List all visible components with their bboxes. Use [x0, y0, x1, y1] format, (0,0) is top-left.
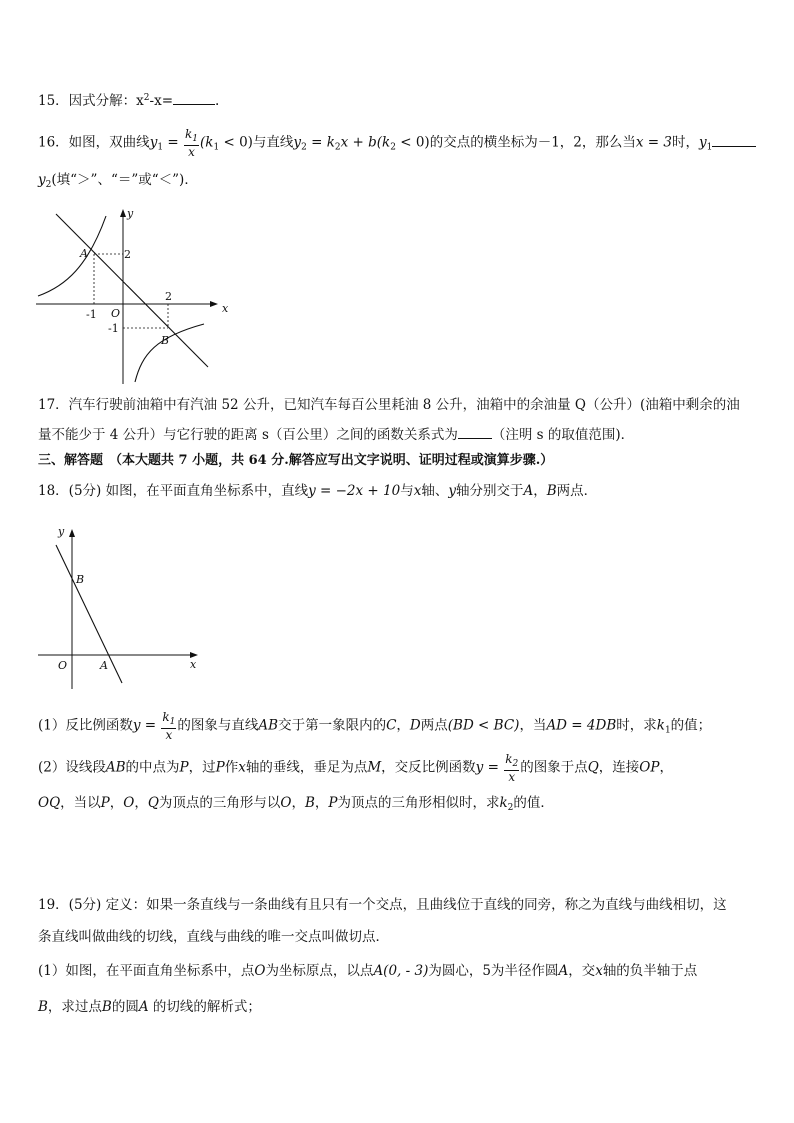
q16-line-y2: [56, 214, 208, 367]
q18-graph: [38, 517, 208, 692]
q18-mid2: 轴、: [421, 483, 449, 499]
q16-cond2-sub: 2: [390, 142, 396, 153]
q15-text-b: -x=: [149, 93, 174, 109]
q18-label-x: x: [190, 658, 197, 671]
q19-p2-a: ，求过点: [47, 999, 102, 1015]
q18-label-a: A: [100, 659, 108, 672]
q16-cond2-a: (k: [376, 134, 391, 151]
q19-part1: [38, 962, 697, 980]
q18-a: A: [523, 483, 534, 499]
q16-tail: 的交点的横坐标为－1，2，那么当: [429, 134, 636, 151]
q16-xeq: x = 3: [635, 134, 672, 151]
q17-text1: 17．汽车行驶前油箱中有汽油 52 公升，已知汽车每百公里耗油 8 公升，油箱中的余油量 Q（公升）(油箱中剩余的油: [38, 397, 740, 413]
q18-p1-dpt: D: [409, 717, 421, 734]
q19-p1-e: 轴的负半轴于点: [602, 963, 698, 979]
q16-mid: 与直线: [252, 134, 294, 151]
q16-tail2: 时，: [672, 134, 699, 151]
q18-p2-q: Q: [587, 759, 599, 776]
q19-p1-a2: A: [558, 963, 569, 979]
q17-line1: [38, 396, 740, 414]
q18-line1: [38, 482, 597, 500]
q18-p1-k1: k: [656, 717, 665, 734]
q16-tick-m1-y: -1: [108, 322, 119, 335]
q19-p2-text-b: 的圆: [111, 999, 139, 1015]
q19-text2: 条直线叫做曲线的切线，直线与曲线的唯一交点叫做切点．: [38, 929, 389, 945]
q16-blank[interactable]: [712, 146, 756, 147]
q18-p2-e: 轴的垂线，垂足为点: [245, 759, 368, 776]
q15-line: [38, 89, 219, 110]
q16-fraction: [184, 128, 199, 158]
q18-p3-q: Q: [147, 795, 159, 811]
q18-p3-oq: OQ: [38, 795, 61, 811]
q18-p2-p2: P: [215, 759, 225, 776]
q18-p3-d: 为顶点的三角形与以: [158, 795, 281, 811]
q18-lead: 18．(5分) 如图，在平面直角坐标系中，直线: [38, 483, 309, 499]
section3-note: （本大题共 7 小题，共 64 分.解答应写出文字说明、证明过程或演算步骤.）: [109, 453, 554, 468]
q18-p2-p: P: [179, 759, 189, 776]
q16-expr-b: x + b: [340, 134, 377, 151]
q16-eq: =: [163, 134, 183, 151]
q16-line2-y: y: [38, 172, 46, 188]
q19-p1-o: O: [254, 963, 266, 979]
q15-text: 15．因式分解：x: [38, 93, 144, 109]
q16-expr-sub: 2: [334, 142, 341, 153]
q19-p1-b: 为坐标原点，以点: [265, 963, 374, 979]
q16-y1: y: [149, 134, 158, 151]
q18-p2-ksub: 2: [512, 759, 519, 769]
q18-p1-eq: AD = 4DB: [546, 717, 617, 734]
q18-p1-cpt: C: [386, 717, 397, 734]
q18-p1-fraction: [161, 711, 176, 741]
q18-p2-x: x: [238, 759, 246, 776]
q18-p3-p: P: [100, 795, 110, 811]
q16-den-x: x: [188, 145, 195, 159]
q19-p2-apt: A: [138, 999, 149, 1015]
q18-p3-p2: P: [328, 795, 338, 811]
q18-p3-ksub: 2: [507, 803, 514, 813]
q18-p2-d: 作: [224, 759, 239, 776]
q18-p1-x: x: [165, 728, 173, 742]
q18-p3-a: ，当以: [60, 795, 101, 811]
q19-p2-c: 的切线的解析式；: [148, 999, 261, 1015]
q18-p2-g: 的图象于点: [520, 759, 588, 776]
q18-p2-b: 的中点为: [125, 759, 180, 776]
q18-p2-a: (2）设线段: [38, 759, 106, 776]
q16-cond2-b: < 0): [395, 134, 430, 151]
q19-p1-d: ，交: [568, 963, 596, 979]
q18-p2-op: OP: [639, 759, 660, 776]
section3-title: 三、解答题: [38, 453, 104, 468]
q16-line2: [38, 171, 198, 194]
q18-p2-y: y =: [475, 759, 504, 776]
q19-p1-a: (1）如图，在平面直角坐标系中，点: [38, 963, 255, 979]
q18-p1-h: 的值；: [670, 717, 712, 734]
q18-p1-e: 两点: [420, 717, 448, 734]
q18-label-o: O: [58, 659, 68, 672]
q17-blank[interactable]: [458, 438, 492, 439]
q18-p3-e: ，: [291, 795, 305, 811]
q18-label-b: B: [76, 573, 85, 586]
q18-comma: ，: [533, 483, 547, 499]
q17-line2: [38, 426, 634, 444]
q19-line2: [38, 928, 389, 946]
q16-graph: [36, 204, 236, 384]
q17-text2a: 量不能少于 4 公升）与它行驶的距离 s（百公里）之间的函数关系式为: [38, 427, 458, 443]
section3-heading: [38, 452, 553, 470]
q16-x-arrow: [210, 301, 218, 307]
q19-p2-b2: B: [101, 999, 112, 1015]
q19-p1-apt: A(0, - 3): [373, 963, 429, 979]
q18-p1-b: 的图象与直线: [177, 717, 259, 734]
q18-x: x: [413, 483, 422, 499]
q15-end: .: [215, 93, 220, 109]
q19-part1-cont: [38, 998, 261, 1016]
q16-k1-sub: 1: [192, 134, 198, 144]
q18-y-arrow: [69, 529, 75, 537]
q18-p2-ab: AB: [105, 759, 126, 776]
q16-cond1-sub: 1: [213, 142, 220, 153]
q18-p1-a: (1）反比例函数: [38, 717, 133, 734]
q18-tail: 轴分别交于: [455, 483, 524, 499]
q18-p3-o2: O: [280, 795, 292, 811]
q16-label-x: x: [222, 302, 229, 315]
q18-p1-k1sub: 1: [664, 725, 671, 736]
q18-p1-ksub: 1: [169, 717, 176, 727]
q16-y2-sub: 2: [301, 142, 307, 153]
q18-p1-c: 交于第一象限内的: [278, 717, 387, 734]
q16-y1b: y: [699, 134, 707, 151]
q18-p2-i: ，: [659, 759, 673, 776]
q18-p1-f: ，当: [519, 717, 547, 734]
q16-line2-text: (填“＞”、“＝”或“＜”)．: [51, 172, 198, 188]
q18-p3-h: 的值．: [513, 795, 554, 811]
q18-p3-c: ，: [134, 795, 148, 811]
q16-tick-2-x: 2: [165, 290, 172, 303]
q16-line1: [38, 128, 756, 158]
q16-y2: y: [293, 134, 302, 151]
q18-p3-bpt: B: [304, 795, 315, 811]
q16-line2-sub: 2: [45, 180, 52, 190]
q18-p1-cond: (BD < BC): [447, 717, 520, 734]
q18-p2-f: ，交反比例函数: [381, 759, 476, 776]
q18-eq: y = −2x + 10: [308, 483, 401, 499]
q18-p3-b: ，: [109, 795, 124, 811]
q16-tick-2-y: 2: [124, 248, 131, 261]
q18-p3-k: k: [499, 795, 508, 811]
q18-p2-xd: x: [508, 770, 516, 784]
q15-blank[interactable]: [173, 104, 215, 105]
q19-line1: [38, 896, 727, 914]
q18-p1-k: k: [162, 710, 170, 724]
q16-y1b-sub: 1: [706, 142, 713, 153]
q18-label-y: y: [58, 525, 65, 538]
q16-label-b: B: [161, 334, 170, 347]
q18-part2-cont: [38, 794, 554, 817]
q18-p1-g: 时，求: [616, 717, 657, 734]
q16-lead: 16．如图，双曲线: [38, 134, 150, 151]
q18-p1-d: ，: [396, 717, 410, 734]
q16-k1: k: [184, 127, 193, 141]
q17-text2b: （注明 s 的取值范围)．: [491, 427, 635, 443]
q18-end: 两点．: [556, 483, 598, 499]
q16-cond1-a: (k: [199, 134, 214, 151]
q16-label-y: y: [127, 207, 134, 220]
q16-hyperbola-left: [38, 216, 106, 296]
q16-label-a: A: [80, 247, 88, 260]
q18-p3-o: O: [123, 795, 135, 811]
q18-p3-g: 为顶点的三角形相似时，求: [337, 795, 500, 811]
q18-b: B: [546, 483, 557, 499]
q18-p2-c: ，过: [188, 759, 216, 776]
q16-y1-sub: 1: [157, 142, 164, 153]
q18-p2-m: M: [367, 759, 382, 776]
q18-mid: 与: [400, 483, 414, 499]
q19-p2-b: B: [38, 999, 48, 1015]
q18-p2-k: k: [505, 752, 513, 766]
q16-label-o: O: [111, 307, 121, 320]
q18-p1-ab: AB: [258, 717, 279, 734]
q19-text1: 19．(5分) 定义：如果一条直线与一条曲线有且只有一个交点，且曲线位于直线的同旁，称之为直线与曲线相切，这: [38, 897, 727, 913]
q18-p3-f: ，: [314, 795, 329, 811]
q18-p2-fraction: [504, 753, 519, 783]
q18-part1: [38, 711, 711, 741]
q19-p1-x: x: [595, 963, 603, 979]
q18-y: y: [448, 483, 456, 499]
q18-part2: [38, 753, 673, 783]
q16-expr-a: = k: [306, 134, 335, 151]
q16-tick-m1-x: -1: [86, 308, 97, 321]
q18-p1-y: y =: [132, 717, 161, 734]
q18-p2-h: ，连接: [598, 759, 640, 776]
q15-sup: 2: [143, 93, 150, 103]
q19-p1-c: 为圆心，5为半径作圆: [428, 963, 559, 979]
q16-cond1-b: < 0): [219, 134, 253, 151]
q16-y-arrow: [120, 209, 126, 217]
